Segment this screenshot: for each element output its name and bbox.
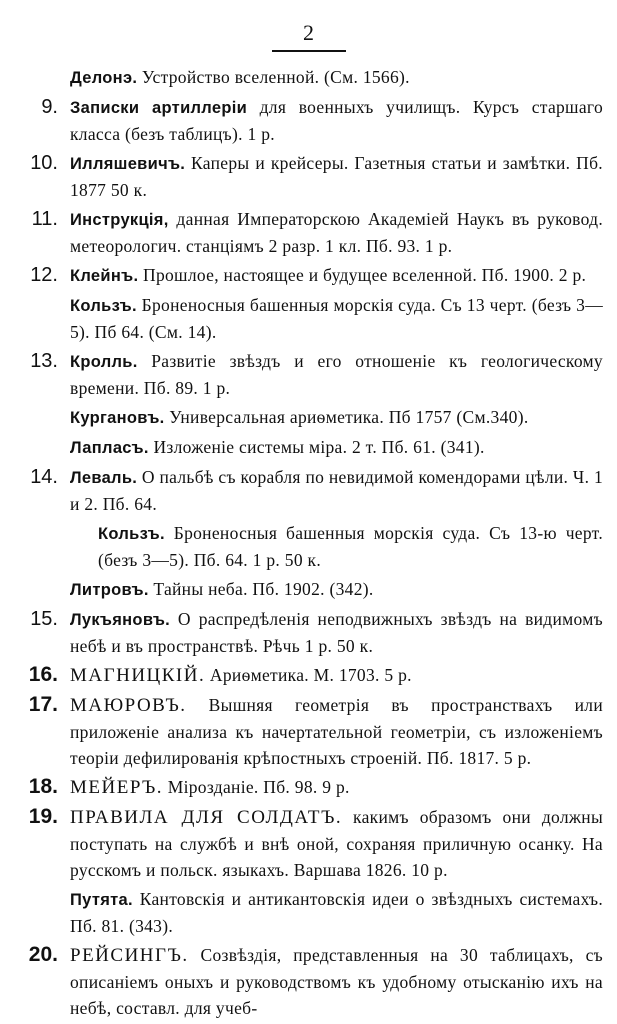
entry-description: Тайны неба. Пб. 1902. (342). <box>148 579 374 599</box>
entry-description: Мірозданіе. Пб. 98. 9 р. <box>163 777 350 797</box>
entry-description: Каперы и крейсеры. Газетныя статьи и замѣтки. Пб. 1877 50 к. <box>70 153 603 200</box>
entry-number: 9. <box>41 96 58 118</box>
entry-text <box>70 434 603 461</box>
entry-text <box>70 348 603 401</box>
entry-description: О пальбѣ съ корабля по невидимой комендорами цѣли. Ч. 1 и 2. Пб. 64. <box>70 467 603 514</box>
entry-description: Универсальная ариѳметика. Пб 1757 (См.340). <box>164 407 529 427</box>
entry-author: Кользъ. <box>70 297 137 315</box>
entry-number: 12. <box>30 264 58 286</box>
entry-author: Леваль. <box>70 469 138 487</box>
entry-text <box>70 774 603 801</box>
entry-author: Илляшевичъ. <box>70 155 186 173</box>
catalog-entry <box>0 606 617 659</box>
catalog-entries <box>0 64 617 1024</box>
entry-author: Инструкція, <box>70 211 169 229</box>
entry-author: МЕЙЕРЪ. <box>70 777 164 798</box>
catalog-entry <box>0 576 617 603</box>
entry-number: 18. <box>28 775 58 798</box>
entry-author: Записки артиллеріи <box>70 99 248 117</box>
catalog-entry <box>0 150 617 203</box>
entry-number: 11. <box>31 208 58 230</box>
entry-author: Клейнъ. <box>70 267 139 285</box>
entry-author: Кургановъ. <box>70 409 165 427</box>
entry-author: Лапласъ. <box>70 439 149 457</box>
catalog-entry <box>0 94 617 147</box>
entry-author: Кользъ. <box>98 525 165 543</box>
entry-author: Путята. <box>70 891 133 909</box>
catalog-entry <box>0 292 617 345</box>
entry-description: Броненосныя башенныя морскія суда. Съ 13 черт. (безъ 3—5). Пб 64. (См. 14). <box>70 295 603 342</box>
entry-number: 13. <box>30 350 58 372</box>
catalog-entry <box>0 662 617 689</box>
entry-text <box>70 292 603 345</box>
entry-number: 17. <box>28 693 58 716</box>
entry-number: 15. <box>30 608 58 630</box>
catalog-entry <box>0 434 617 461</box>
catalog-entry <box>0 886 617 939</box>
entry-description: Развитіе звѣздъ и его отношеніе къ геологическому времени. Пб. 89. 1 р. <box>70 351 603 398</box>
catalog-entry <box>0 774 617 801</box>
entry-number: 10. <box>30 152 58 174</box>
entry-author: Кролль. <box>70 353 138 371</box>
catalog-entry <box>0 464 617 517</box>
entry-text <box>70 942 603 1021</box>
entry-author: МАГНИЦКІЙ. <box>70 665 206 686</box>
entry-text <box>70 94 603 147</box>
entry-author: РЕЙСИНГЪ. <box>70 945 189 966</box>
catalog-entry <box>0 520 617 573</box>
entry-number: 16. <box>28 663 58 686</box>
entry-author: Делонэ. <box>70 69 138 87</box>
catalog-entry <box>0 64 617 91</box>
entry-description: данная Императорскою Академіей Наукъ въ руковод. метеорологич. станціямъ 2 разр. 1 кл. Пб. 93. 1 р. <box>70 209 603 256</box>
catalog-entry <box>0 262 617 289</box>
entry-number: 20. <box>28 943 58 966</box>
catalog-entry <box>0 692 617 771</box>
catalog-entry <box>0 942 617 1021</box>
entry-text <box>98 520 603 573</box>
catalog-entry <box>0 206 617 259</box>
entry-description: Вышняя геометрія въ пространствахъ или приложеніе анализа къ начертательной геометріи, съ изложеніемъ теоріи дефилированія крѣпостныхъ строеній. Пб. 1817. 5 р. <box>70 695 603 768</box>
entry-number: 14. <box>30 466 58 488</box>
catalog-entry <box>0 348 617 401</box>
catalog-entry <box>0 804 617 883</box>
entry-text <box>70 404 603 431</box>
entry-text <box>70 662 603 689</box>
header-rule <box>272 50 346 52</box>
entry-text <box>70 150 603 203</box>
entry-author: Лукъяновъ. <box>70 611 171 629</box>
entry-text <box>70 262 603 289</box>
entry-description: Кантовскія и антикантовскія идеи о звѣздныхъ системахъ. Пб. 81. (343). <box>70 889 603 936</box>
entry-description: Прошлое, настоящее и будущее вселенной. Пб. 1900. 2 р. <box>138 265 587 285</box>
entry-text <box>70 886 603 939</box>
entry-description: Ариѳметика. М. 1703. 5 р. <box>205 665 412 685</box>
entry-author: МАЮРОВЪ. <box>70 695 187 716</box>
entry-text <box>70 804 603 883</box>
catalog-entry <box>0 404 617 431</box>
entry-description: Изложеніе системы міра. 2 т. Пб. 61. (341). <box>148 437 485 457</box>
entry-text <box>70 464 603 517</box>
entry-text <box>70 576 603 603</box>
entry-description: Устройство вселенной. (См. 1566). <box>137 67 410 87</box>
entry-description: какимъ образомъ они должны поступать на службѣ и внѣ оной, сохраняя приличную осанку. На русскомъ и польск. языкахъ. Варшава 1826. 10 р. <box>70 807 603 880</box>
entry-author: ПРАВИЛА ДЛЯ СОЛДАТЪ. <box>70 807 343 828</box>
entry-author: Литровъ. <box>70 581 149 599</box>
entry-text <box>70 692 603 771</box>
entry-description: Броненосныя башенныя морскія суда. Съ 13-ю черт. (безъ 3—5). Пб. 64. 1 р. 50 к. <box>98 523 603 570</box>
entry-description: для военныхъ училищъ. Курсъ старшаго класса (безъ таблицъ). 1 р. <box>70 97 603 144</box>
page-number: 2 <box>303 20 314 45</box>
entry-description: Созвѣздія, представленныя на 30 таблицахъ, съ описаніемъ оныхъ и руководствомъ къ удобному отысканію ихъ на небѣ, составл. для учеб- <box>70 945 603 1018</box>
entry-number: 19. <box>28 805 58 828</box>
entry-text <box>70 206 603 259</box>
entry-text <box>70 64 603 91</box>
entry-text <box>70 606 603 659</box>
entry-description: О распредѣленія неподвижныхъ звѣздъ на видимомъ небѣ и въ пространствѣ. Рѣчь 1 р. 50 к. <box>70 609 603 656</box>
